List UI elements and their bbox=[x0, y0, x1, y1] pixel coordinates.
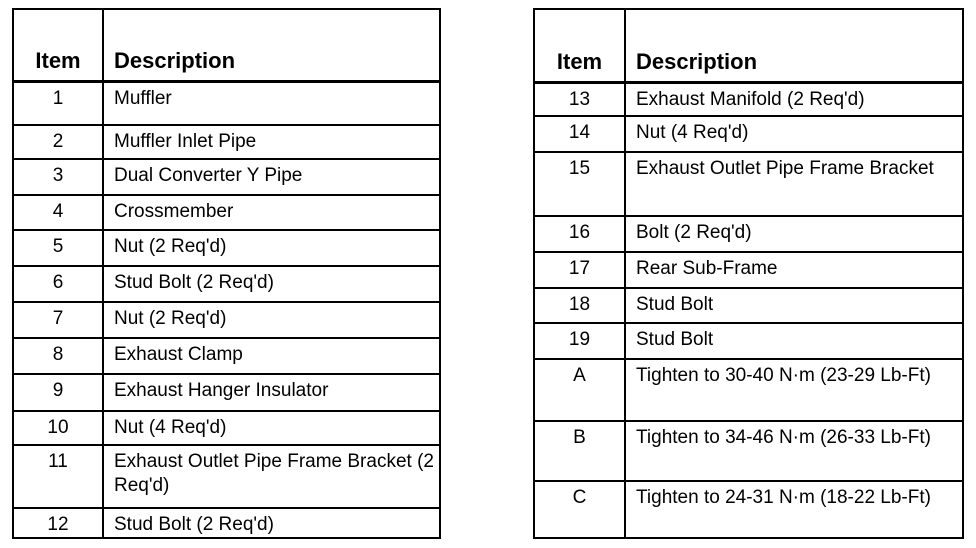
table-row bbox=[14, 339, 439, 375]
table-row bbox=[535, 117, 962, 153]
item-number: 4 bbox=[52, 201, 64, 222]
item-number: A bbox=[573, 365, 586, 386]
table-row bbox=[14, 412, 439, 446]
item-description: Exhaust Manifold (2 Req'd) bbox=[636, 89, 865, 110]
item-description: Stud Bolt (2 Req'd) bbox=[114, 272, 274, 293]
table-row bbox=[14, 509, 439, 539]
table-row bbox=[14, 267, 439, 303]
item-description: Muffler Inlet Pipe bbox=[114, 131, 257, 152]
item-description: Nut (4 Req'd) bbox=[636, 122, 749, 143]
table-row bbox=[14, 196, 439, 231]
item-description: Tighten to 34-46 N·m (26-33 Lb-Ft) bbox=[636, 427, 931, 448]
table-row bbox=[14, 83, 439, 126]
item-description: Stud Bolt bbox=[636, 294, 714, 315]
item-number: 5 bbox=[52, 236, 64, 257]
table-row bbox=[14, 375, 439, 412]
item-number: 10 bbox=[47, 417, 69, 438]
item-number: 2 bbox=[52, 131, 64, 152]
table-row bbox=[535, 324, 962, 360]
table-header bbox=[14, 10, 439, 83]
table-header bbox=[535, 10, 962, 84]
item-description: Nut (4 Req'd) bbox=[114, 417, 227, 438]
table-row bbox=[14, 160, 439, 196]
header-item: Item bbox=[35, 48, 81, 73]
item-number: B bbox=[573, 427, 586, 448]
item-number: 15 bbox=[568, 158, 591, 179]
parts-table-right bbox=[533, 8, 964, 539]
item-number: 11 bbox=[48, 451, 68, 472]
item-description: Tighten to 30-40 N·m (23-29 Lb-Ft) bbox=[636, 365, 931, 386]
item-number: 12 bbox=[47, 514, 69, 535]
parts-table-left bbox=[12, 8, 441, 539]
item-description: Exhaust Hanger Insulator bbox=[114, 380, 329, 401]
table-row bbox=[535, 153, 962, 217]
item-description: Nut (2 Req'd) bbox=[114, 308, 227, 329]
table-row bbox=[14, 446, 439, 509]
item-number: 1 bbox=[52, 88, 64, 109]
header-description: Description bbox=[114, 48, 236, 73]
item-description: Dual Converter Y Pipe bbox=[114, 165, 303, 186]
item-number: 19 bbox=[568, 329, 591, 350]
item-number: 18 bbox=[568, 294, 591, 315]
table-row bbox=[535, 289, 962, 324]
item-description: Muffler bbox=[114, 88, 172, 109]
item-description: Rear Sub-Frame bbox=[636, 258, 778, 279]
table-row bbox=[14, 303, 439, 339]
table-row bbox=[535, 253, 962, 289]
table-row bbox=[14, 126, 439, 160]
item-number: 13 bbox=[568, 89, 591, 110]
item-description: Exhaust Outlet Pipe Frame Bracket bbox=[636, 158, 934, 179]
item-number: 17 bbox=[568, 258, 591, 279]
item-number: 8 bbox=[52, 344, 64, 365]
header-item: Item bbox=[556, 49, 603, 74]
item-description: Nut (2 Req'd) bbox=[114, 236, 227, 257]
table-row bbox=[535, 482, 962, 539]
table-row bbox=[535, 217, 962, 253]
item-number: 14 bbox=[568, 122, 591, 143]
item-description: Bolt (2 Req'd) bbox=[636, 222, 752, 243]
item-description: Stud Bolt bbox=[636, 329, 714, 350]
table-row bbox=[535, 422, 962, 482]
table-row bbox=[535, 84, 962, 117]
table-row bbox=[14, 231, 439, 267]
item-description: Crossmember bbox=[114, 201, 234, 222]
item-number: C bbox=[572, 487, 587, 508]
item-number: 7 bbox=[52, 308, 64, 329]
item-description: Exhaust Outlet Pipe Frame Bracket (2 Req'd) bbox=[114, 451, 434, 496]
item-number: 3 bbox=[52, 165, 64, 186]
item-number: 6 bbox=[52, 272, 64, 293]
item-description: Stud Bolt (2 Req'd) bbox=[114, 514, 274, 535]
item-description: Exhaust Clamp bbox=[114, 344, 243, 365]
item-number: 9 bbox=[52, 380, 64, 401]
table-row bbox=[535, 360, 962, 422]
item-description: Tighten to 24-31 N·m (18-22 Lb-Ft) bbox=[636, 487, 931, 508]
item-number: 16 bbox=[568, 222, 591, 243]
header-description: Description bbox=[636, 49, 758, 74]
